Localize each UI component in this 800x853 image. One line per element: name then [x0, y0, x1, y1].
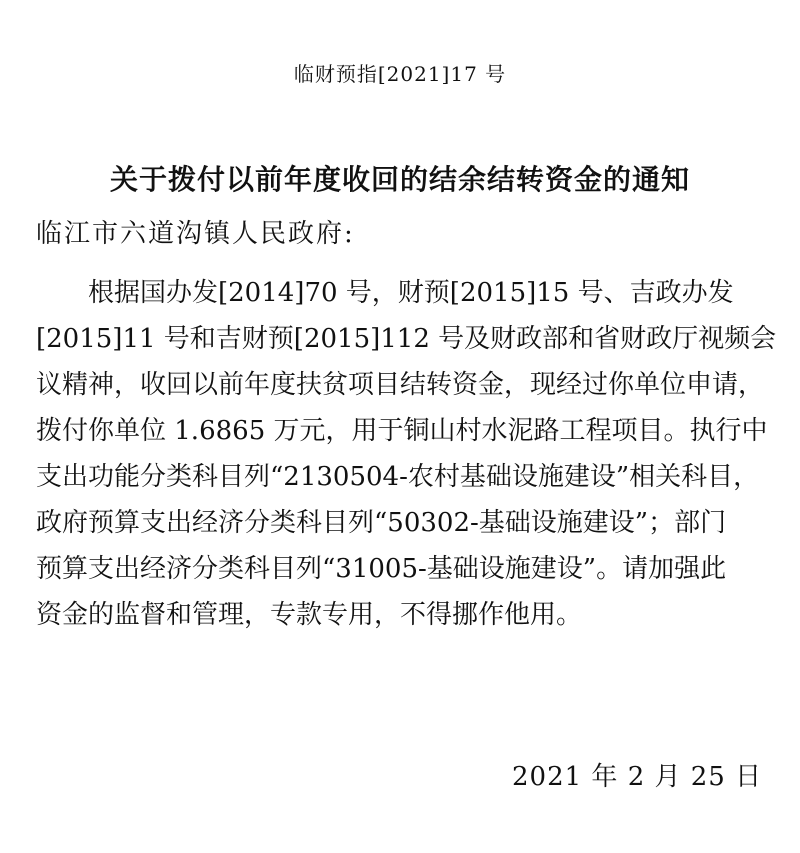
body-line: 预算支出经济分类科目列“31005-基础设施建设”。请加强此: [36, 554, 727, 584]
recipient-line: 临江市六道沟镇人民政府:: [36, 219, 355, 249]
document-title: 关于拨付以前年度收回的结余结转资金的通知: [109, 163, 690, 196]
document-number: 临财预指[2021]17 号: [293, 62, 507, 86]
body-line: [2015]11 号和吉财预[2015]112 号及财政部和省财政厅视频会: [36, 324, 777, 354]
body-paragraph: [36, 270, 777, 638]
body-line: 资金的监督和管理，专款专用，不得挪作他用。: [36, 600, 583, 630]
body-line: 议精神，收回以前年度扶贫项目结转资金，现经过你单位申请，: [36, 370, 765, 400]
body-line: 政府预算支出经济分类科目列“50302-基础设施建设”；部门: [36, 508, 727, 538]
body-line: 拨付你单位 1.6865 万元，用于铜山村水泥路工程项目。执行中: [36, 416, 768, 446]
body-line: 支出功能分类科目列“2130504-农村基础设施建设”相关科目，: [36, 462, 760, 492]
body-line: 根据国办发[2014]70 号，财预[2015]15 号、吉政办发: [88, 278, 734, 308]
issue-date: 2021 年 2 月 25 日: [512, 762, 763, 792]
